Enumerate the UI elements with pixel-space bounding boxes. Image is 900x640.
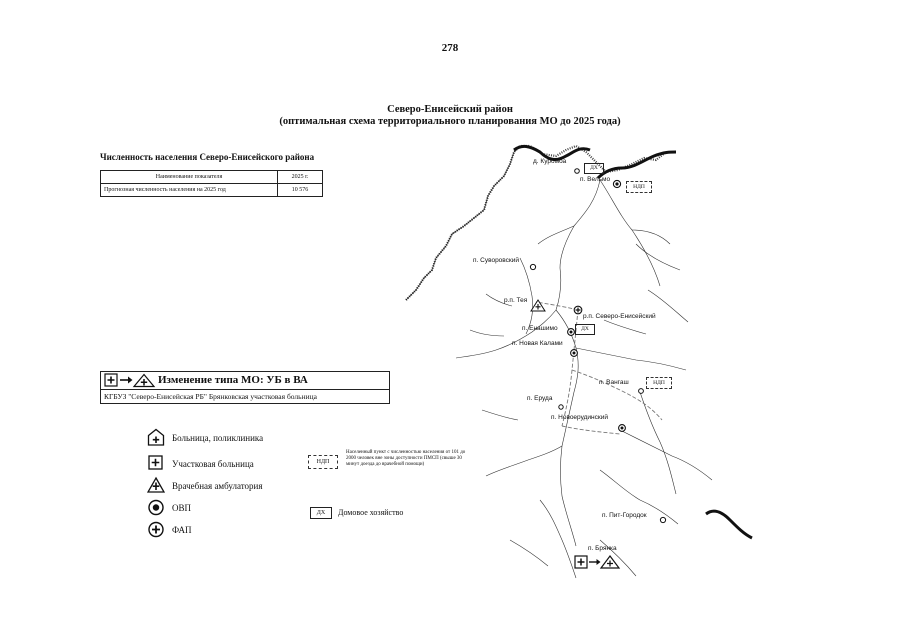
table-header-cell: 2025 г. <box>278 171 323 184</box>
table-header-cell: Наименование показателя <box>101 171 278 184</box>
ovp-marker <box>619 425 626 432</box>
label-novaya-kalami: п. Новая Калами <box>512 340 563 347</box>
legend-ndp-desc: Населенный пункт с численностью населения от 101 до 2000 человек вне зоны доступности ПМСП (свыше 30 минут доезда до врачебной помощи) <box>346 450 466 468</box>
legend-dh-desc: Домовое хозяйство <box>338 508 404 517</box>
legend-fap: ФАП <box>172 525 192 535</box>
map-badge-ndp: НДП <box>646 377 672 389</box>
fap-marker <box>574 306 582 314</box>
ovp-marker <box>613 180 620 187</box>
settlement-marker <box>660 517 665 522</box>
bryanka-change-icons <box>575 556 619 568</box>
settlement-marker <box>559 405 563 409</box>
legend-hospital: Больница, поликлиника <box>172 433 264 443</box>
legend-ndp-box: НДП <box>308 455 338 469</box>
arrow-right-icon <box>589 559 601 565</box>
settlement-marker <box>639 389 644 394</box>
ovp-marker <box>568 329 575 336</box>
legend-ambulatory: Врачебная амбулатория <box>172 481 263 491</box>
map-title-line2: (оптимальная схема территориального планирования МО до 2025 года) <box>279 116 621 127</box>
legend-district-hospital: Участковая больница <box>172 459 254 469</box>
label-severo-yeniseysky: р.п. Северо-Енисейский <box>583 313 656 320</box>
label-yenashimo: п. Енашимо <box>522 325 558 332</box>
legend-dh-box: ДХ <box>310 507 332 519</box>
table-cell: 10 576 <box>278 184 323 197</box>
map-badge-ndp: НДП <box>626 181 652 193</box>
page-number: 278 <box>441 42 459 54</box>
settlement-marker <box>575 169 580 174</box>
table-cell: Прогнозная численность населения на 2025 год <box>101 184 278 197</box>
map-title-line1: Северо-Енисейский район <box>387 104 513 115</box>
population-title: Численность населения Северо-Енисейского района <box>100 152 315 162</box>
district-hospital-icon <box>575 556 587 568</box>
ambulatory-icon <box>601 556 619 568</box>
label-teya: р.п. Тея <box>504 297 528 304</box>
map-badge-dh: ДХ <box>584 163 604 174</box>
label-eruda: п. Еруда <box>527 395 553 402</box>
ovp-marker <box>571 350 578 357</box>
change-title: Изменение типа МО: УБ в ВА <box>158 374 308 386</box>
label-pit-gorodok: п. Пит-Городок <box>602 512 647 519</box>
change-subtitle: КГБУЗ "Северо-Енисейская РБ" Брянковская участковая больница <box>104 392 317 401</box>
label-kuromba: д. Куромба <box>533 158 567 165</box>
label-bryanka: п. Брянка <box>588 545 617 552</box>
legend-ovp: ОВП <box>172 503 192 513</box>
label-velmo: п. Вельмо <box>580 176 611 183</box>
ambulatory-marker <box>531 300 545 311</box>
label-suvorovsky: п. Суворовский <box>473 257 520 264</box>
label-novoerudinsky: п. Новоерудинский <box>551 414 608 421</box>
label-vangash: п. Вангаш <box>599 379 629 386</box>
settlement-marker <box>530 264 535 269</box>
map-badge-dh: ДХ <box>575 324 595 335</box>
